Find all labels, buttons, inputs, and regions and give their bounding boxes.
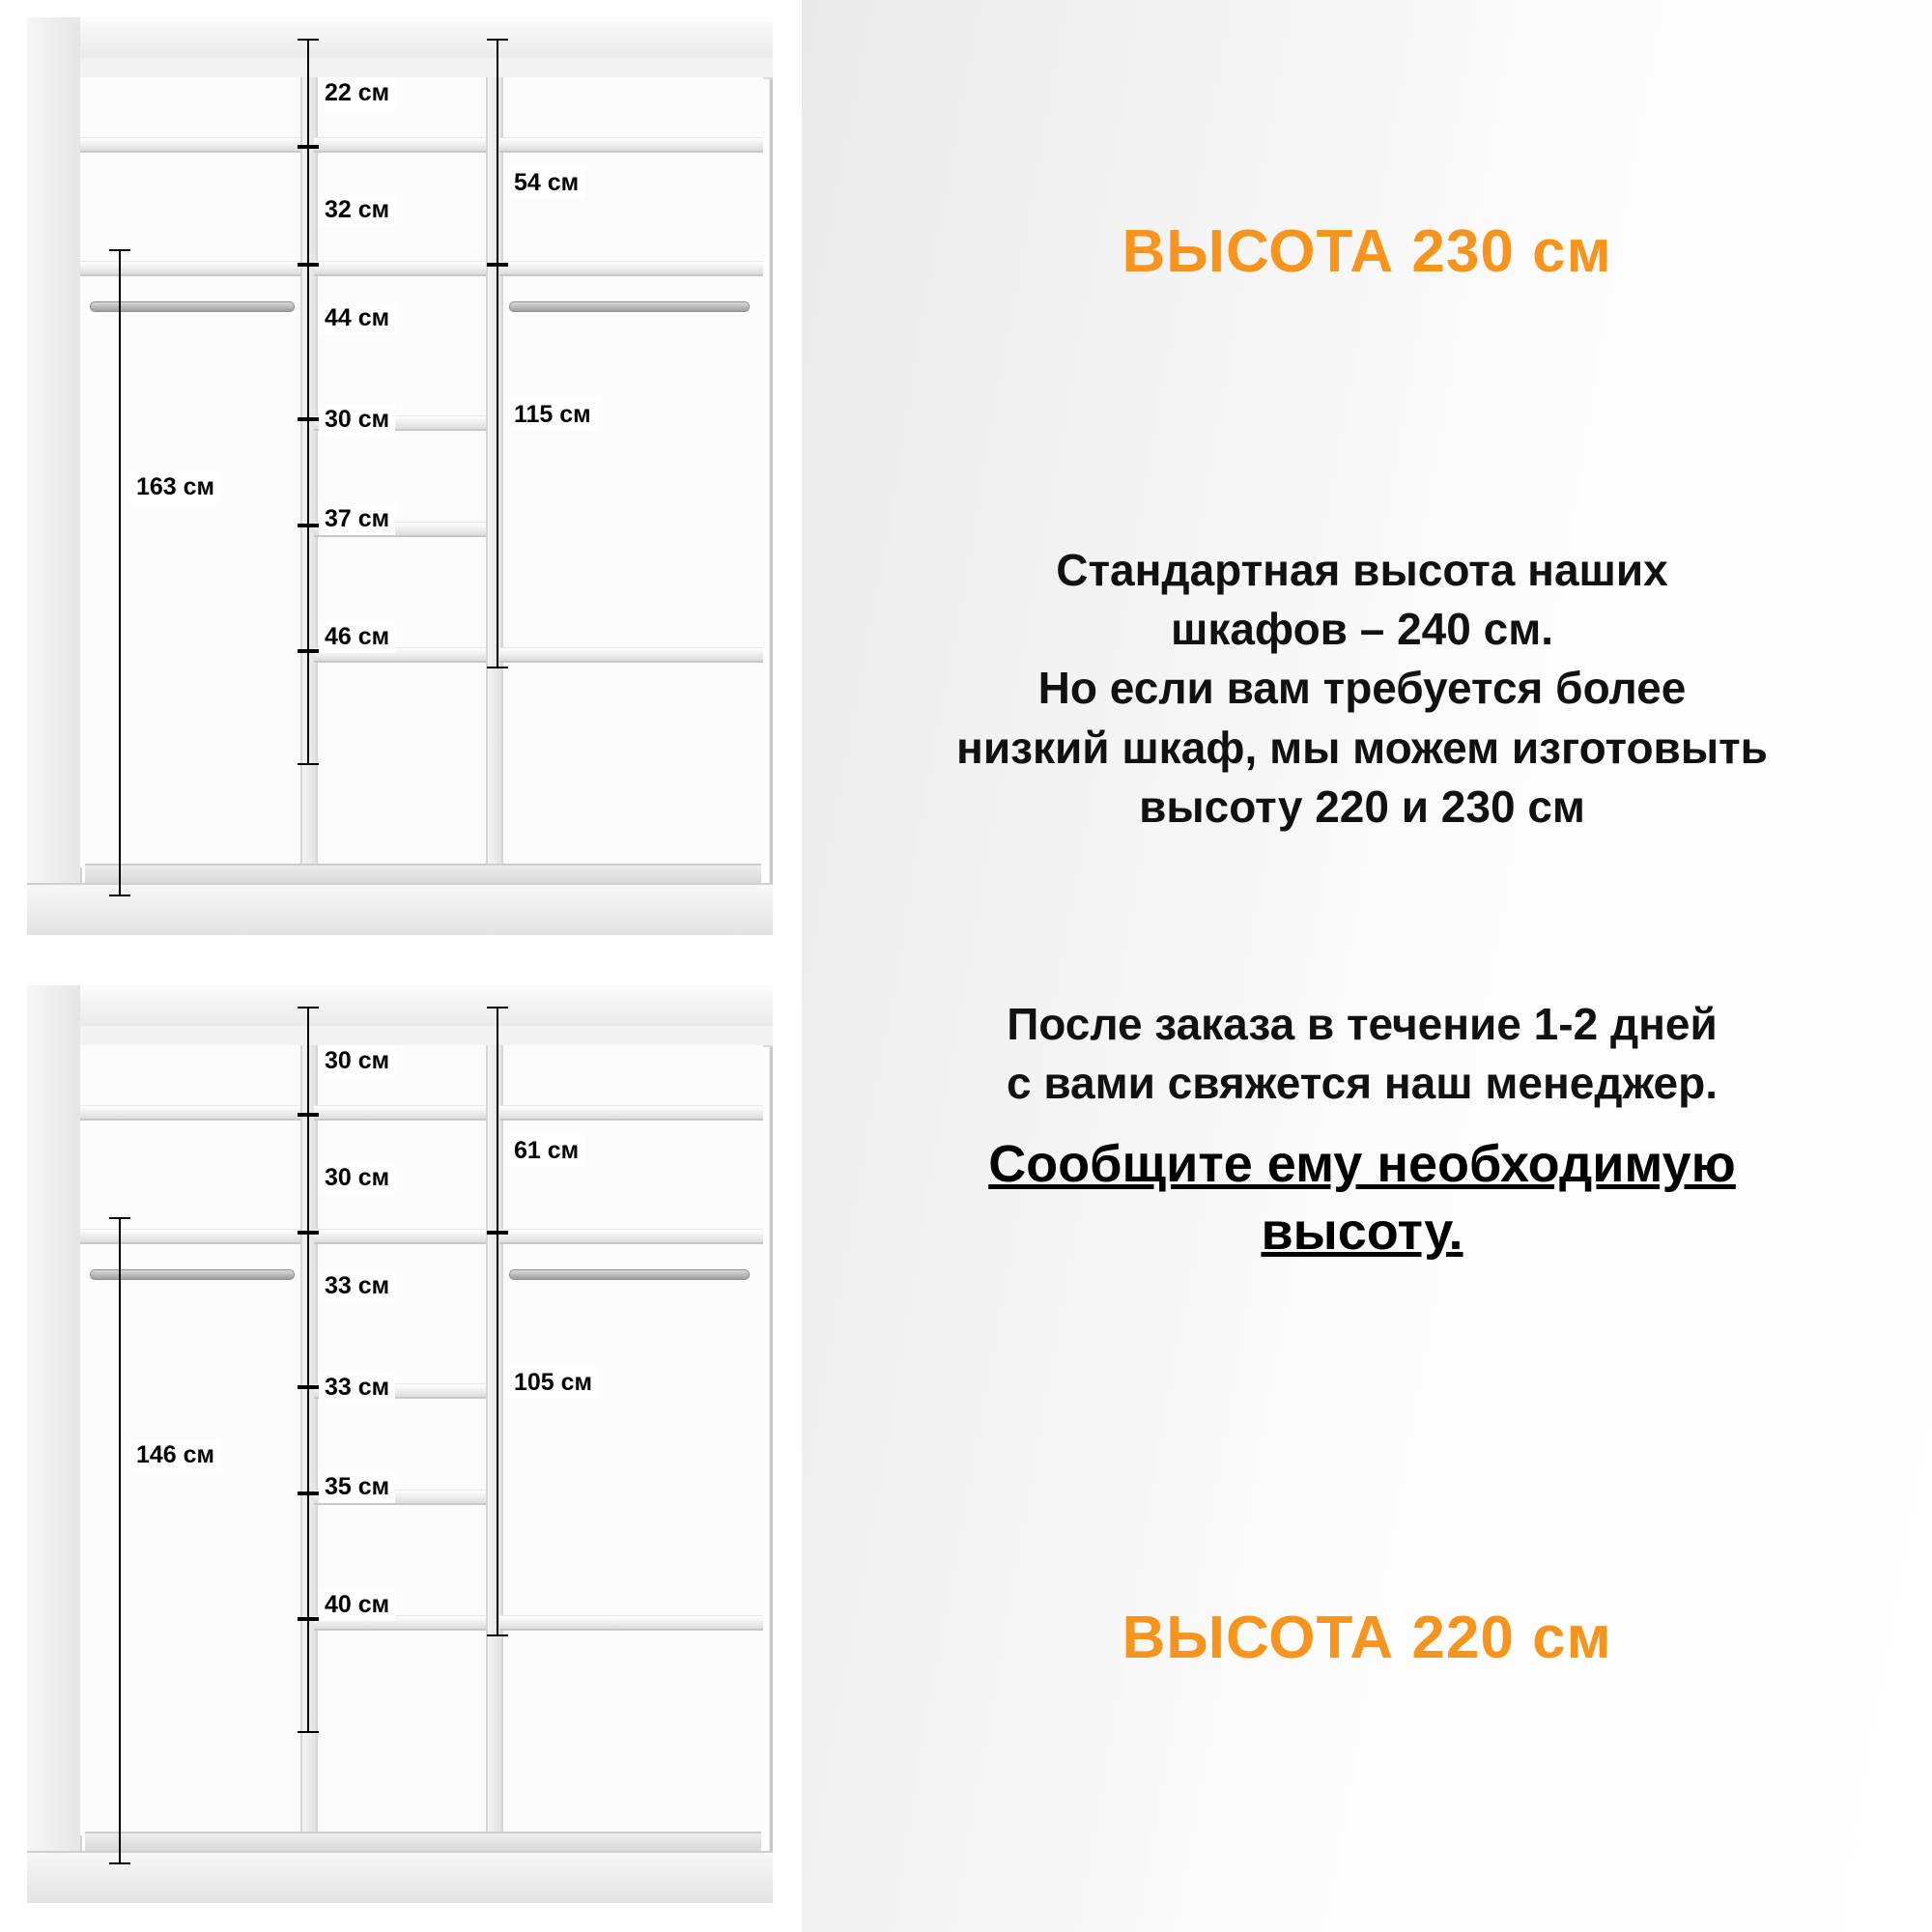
- top-trim: [80, 1026, 773, 1047]
- paragraph1-line-2: шкафов – 240 см.: [1170, 604, 1554, 655]
- dim-label-mid-4: 30 см: [319, 404, 395, 436]
- dim-line-mid-3: [307, 1233, 309, 1387]
- paragraph1-line-5: высоту 220 и 230 см: [1139, 781, 1585, 832]
- hanging-rod-right: [509, 1269, 750, 1280]
- vertical-divider-left: [300, 77, 318, 867]
- shelf-right-1: [499, 137, 763, 153]
- dim-label-mid-1: 22 см: [319, 77, 395, 109]
- dim-label-mid-1: 30 см: [319, 1045, 395, 1077]
- dim-label-mid-4: 33 см: [319, 1372, 395, 1404]
- vertical-divider-right: [486, 1045, 503, 1835]
- left-side-panel: [27, 17, 82, 935]
- dim-label-mid-6: 46 см: [319, 621, 395, 653]
- bottom-rail-track: [85, 864, 761, 885]
- dim-line-mid-5: [307, 526, 309, 651]
- dim-line-mid-3: [307, 265, 309, 419]
- emphasis-note: [792, 1130, 1932, 1265]
- dim-label-right-1: 54 см: [508, 167, 584, 199]
- shelf-mid-2: [314, 1229, 486, 1244]
- dim-line-mid-1: [307, 39, 309, 147]
- dim-line-right-2: [497, 265, 498, 668]
- description-paragraph-2: [792, 995, 1932, 1113]
- dim-line-mid-1: [307, 1007, 309, 1115]
- dim-label-left-1: 163 см: [130, 471, 220, 503]
- dim-label-mid-3: 44 см: [319, 302, 395, 334]
- shelf-mid-1: [314, 137, 486, 153]
- dim-label-mid-3: 33 см: [319, 1270, 395, 1302]
- paragraph2-line-1: После заказа в течение 1-2 дней: [1007, 999, 1718, 1049]
- dim-line-mid-5: [307, 1493, 309, 1619]
- headline-height-220: ВЫСОТА 220 см: [1122, 1605, 1612, 1671]
- bottom-plinth: [27, 883, 773, 935]
- shelf-left-1: [80, 1105, 300, 1121]
- paragraph2-line-2: с вами свяжется наш менеджер.: [1006, 1058, 1719, 1109]
- dim-label-right-2: 115 см: [508, 399, 597, 431]
- left-side-panel: [27, 985, 82, 1903]
- description-paragraph-1: [792, 541, 1932, 837]
- shelf-right-2: [499, 261, 763, 276]
- paragraph1-line-4: низкий шкаф, мы можем изготовыть: [956, 722, 1768, 773]
- top-rail-track: [80, 985, 773, 1029]
- bottom-plinth: [27, 1851, 773, 1903]
- vertical-divider-right: [486, 77, 503, 867]
- dim-line-right-2: [497, 1233, 498, 1636]
- shelf-left-2: [80, 261, 300, 276]
- shelf-right-1: [499, 1105, 763, 1121]
- paragraph1-line-1: Стандартная высота наших: [1056, 545, 1668, 595]
- dim-label-mid-6: 40 см: [319, 1589, 395, 1621]
- shelf-right-3: [499, 1615, 763, 1631]
- vertical-divider-left: [300, 1045, 318, 1835]
- dim-label-left-1: 146 см: [130, 1439, 220, 1471]
- dim-label-mid-2: 32 см: [319, 194, 395, 226]
- headline-height-230: ВЫСОТА 230 см: [1122, 218, 1612, 285]
- top-trim: [80, 58, 773, 79]
- dim-label-right-1: 61 см: [508, 1135, 584, 1167]
- bottom-rail-track: [85, 1832, 761, 1853]
- shelf-mid-2: [314, 261, 486, 276]
- dim-line-mid-6: [307, 651, 309, 765]
- dim-line-left-1: [119, 249, 121, 896]
- dim-line-mid-2: [307, 147, 309, 265]
- dim-label-right-2: 105 см: [508, 1367, 598, 1399]
- shelf-right-3: [499, 647, 763, 663]
- top-rail-track: [80, 17, 773, 61]
- shelf-right-2: [499, 1229, 763, 1244]
- hanging-rod-right: [509, 301, 750, 312]
- dim-line-mid-4: [307, 1387, 309, 1493]
- dim-label-mid-2: 30 см: [319, 1162, 395, 1194]
- dim-line-right-1: [497, 39, 498, 265]
- dim-line-mid-2: [307, 1115, 309, 1233]
- shelf-left-2: [80, 1229, 300, 1244]
- dim-line-right-1: [497, 1007, 498, 1233]
- dim-label-mid-5: 35 см: [319, 1471, 395, 1503]
- dim-line-mid-6: [307, 1619, 309, 1733]
- dim-label-mid-5: 37 см: [319, 503, 395, 535]
- emphasis-line-2: высоту.: [1261, 1203, 1463, 1262]
- wardrobe-diagram-230: [27, 17, 773, 935]
- dim-line-mid-4: [307, 419, 309, 526]
- shelf-mid-1: [314, 1105, 486, 1121]
- shelf-left-1: [80, 137, 300, 153]
- dim-line-left-1: [119, 1217, 121, 1864]
- wardrobe-diagram-220: [27, 985, 773, 1903]
- emphasis-line-1: Сообщите ему необходимую: [988, 1135, 1736, 1193]
- paragraph1-line-3: Но если вам требуется более: [1037, 663, 1687, 714]
